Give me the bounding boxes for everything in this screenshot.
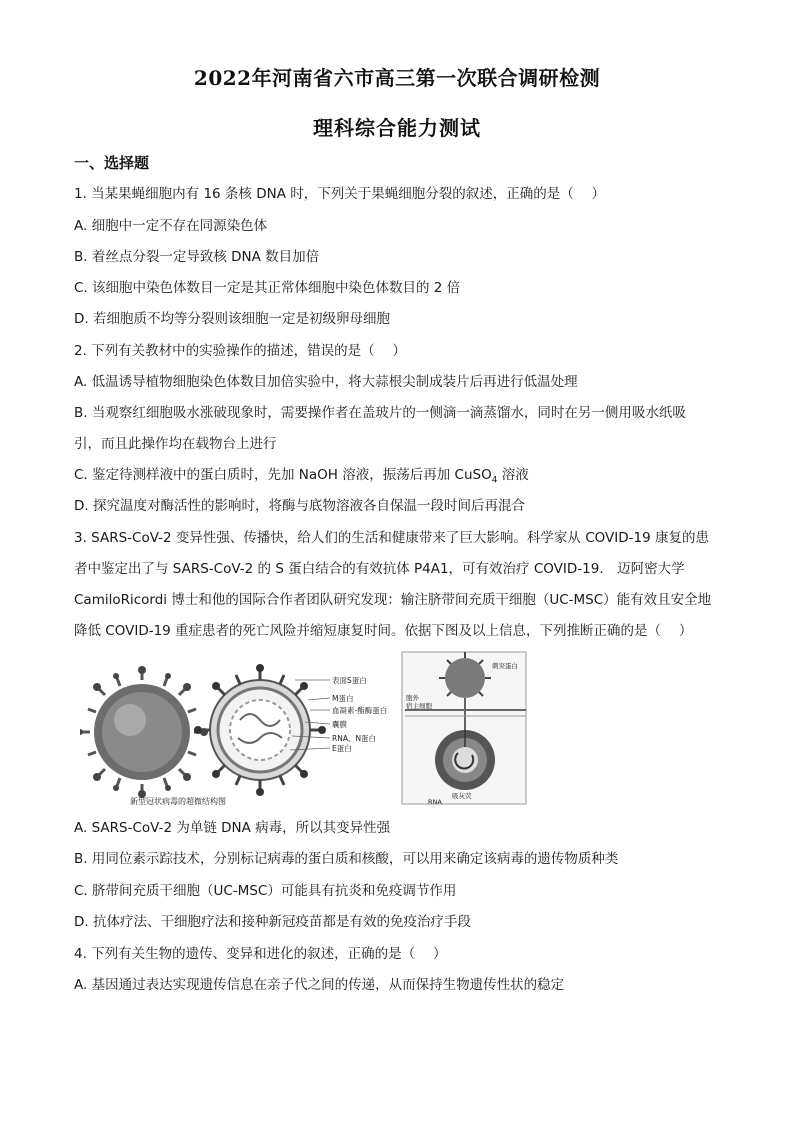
q3-stem-line2: 者中鉴定出了与 SARS-CoV-2 的 S 蛋白结合的有效抗体 P4A1，可有效治疗 COVID-19． 迈阿密大学 (74, 561, 685, 577)
infection-diagram (402, 652, 526, 806)
label-adsorption: 吸灰荧 (452, 792, 472, 800)
q3-stem-line3: CamiloRicordi 博士和他的国际合作者团队研究发现：输注脐带间充质干细胞（UC-MSC）能有效且安全地 (74, 592, 712, 608)
q2-option-c (74, 463, 724, 486)
section-heading: 一、选择题 (74, 154, 150, 172)
label-rna: RNA (428, 798, 442, 806)
q3-option-c: C. 脐带间充质干细胞（UC-MSC）可能具有抗炎和免疫调节作用 (74, 883, 457, 899)
q1-option-a: A. 细胞中一定不存在同源染色体 (74, 218, 268, 234)
label-rna-n-protein: RNA、N蛋白 (332, 734, 377, 743)
q1-stem: 1. 当某果蝇细胞内有 16 条核 DNA 时，下列关于果蝇细胞分裂的叙述，正确的是（ ） (74, 186, 606, 202)
label-extracellular: 胞外 (406, 694, 419, 702)
q4-option-a: A. 基因通过表达实现遗传信息在亲子代之间的传递，从而保持生物遗传性状的稳定 (74, 977, 565, 993)
q2-option-b-line2: 引，而且此操作均在载物台上进行 (74, 436, 277, 452)
virus-3d-illustration (80, 666, 208, 798)
q2-option-c-text: C. 鉴定待测样液中的蛋白质时，先加 NaOH 溶液，振荡后再加 CuSO (74, 467, 492, 483)
q3-option-b: B. 用同位素示踪技术，分别标记病毒的蛋白质和核酸，可以用来确定该病毒的遗传物质种类 (74, 851, 619, 867)
label-envelope: 囊膜 (332, 720, 347, 729)
exam-subtitle: 理科综合能力测试 (313, 116, 481, 140)
q1-option-b: B. 着丝点分裂一定导致核 DNA 数目加倍 (74, 249, 320, 265)
exam-title: 2022年河南省六市高三第一次联合调研检测 (193, 66, 601, 90)
q3-stem-line4: 降低 COVID-19 重症患者的死亡风险并缩短康复时间。依据下图及以上信息，下列推断正确的是（ ） (74, 623, 693, 639)
label-spike-protein: 刺突蛋白 (492, 662, 518, 670)
q2-option-b-line1: B. 当观察红细胞吸水涨破现象时，需要操作者在盖玻片的一侧滴一滴蒸馏水，同时在另一侧用吸水纸吸 (74, 405, 686, 421)
q1-option-c: C. 该细胞中染色体数目一定是其正常体细胞中染色体数目的 2 倍 (74, 280, 461, 296)
q3-stem-line1: 3. SARS-CoV-2 变异性强、传播快，给人们的生活和健康带来了巨大影响。科学家从 COVID-19 康复的患 (74, 530, 709, 546)
label-e-protein: E蛋白 (332, 744, 352, 753)
q2-option-c-subscript: 4 (491, 475, 498, 486)
label-m-protein: M蛋白 (332, 694, 354, 703)
label-host-cell: 宿主细胞 (406, 702, 432, 710)
q1-option-d: D. 若细胞质不均等分裂则该细胞一定是初级卵母细胞 (74, 311, 390, 327)
q2-option-d: D. 探究温度对酶活性的影响时，将酶与底物溶液各自保温一段时间后再混合 (74, 498, 525, 514)
virus-structure-figure (80, 650, 530, 806)
label-he-protein: 血凝素-酯酶蛋白 (332, 706, 388, 715)
label-surface-s-protein: 表面S蛋白 (332, 676, 367, 685)
q2-stem: 2. 下列有关教材中的实验操作的描述，错误的是（ ） (74, 343, 406, 359)
q4-stem: 4. 下列有关生物的遗传、变异和进化的叙述，正确的是（ ） (74, 946, 447, 962)
q3-option-d: D. 抗体疗法、干细胞疗法和接种新冠疫苗都是有效的免疫治疗手段 (74, 914, 471, 930)
virus-cross-section (194, 664, 330, 796)
figure-svg (80, 650, 530, 806)
q2-option-c-tail: 溶液 (497, 467, 529, 483)
q3-option-a: A. SARS-CoV-2 为单链 DNA 病毒，所以其变异性强 (74, 820, 391, 836)
figure-caption: 新型冠状病毒的超微结构图 (130, 797, 226, 806)
q2-option-a: A. 低温诱导植物细胞染色体数目加倍实验中，将大蒜根尖制成装片后再进行低温处理 (74, 374, 578, 390)
